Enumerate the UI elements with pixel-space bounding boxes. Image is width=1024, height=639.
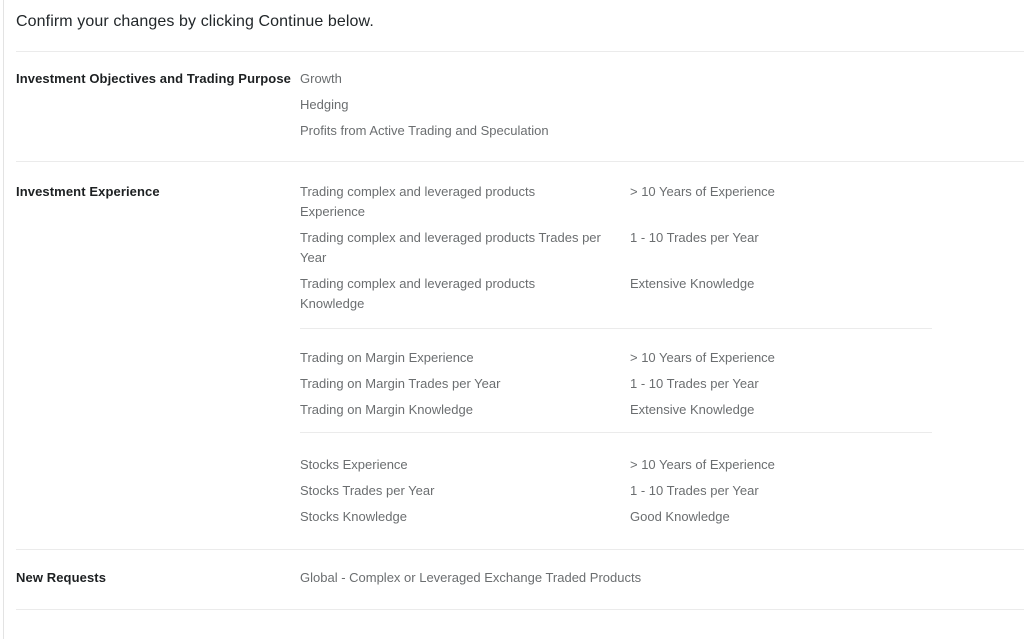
table-row	[300, 274, 1024, 314]
section-investment-experience	[16, 162, 1024, 549]
field-value: > 10 Years of Experience	[630, 457, 775, 472]
page-title: Confirm your changes by clicking Continue below.	[16, 13, 374, 30]
field-name: Stocks Experience	[300, 457, 408, 472]
field-value: 1 - 10 Trades per Year	[630, 483, 759, 498]
field-value: Good Knowledge	[630, 509, 730, 524]
section-label-new-requests: New Requests	[16, 570, 107, 585]
section-label-investment-objectives: Investment Objectives and Trading Purpose	[16, 71, 292, 86]
field-name: Trading on Margin Experience	[300, 350, 474, 365]
field-name: Stocks Knowledge	[300, 509, 407, 524]
table-row	[300, 455, 1024, 475]
field-value: 1 - 10 Trades per Year	[630, 230, 759, 245]
objective-item: Growth	[300, 71, 342, 86]
field-value: Extensive Knowledge	[630, 276, 755, 291]
section-label-investment-experience: Investment Experience	[16, 184, 160, 199]
panel-left-border	[3, 0, 4, 639]
new-requests-list	[300, 568, 1024, 588]
field-value: > 10 Years of Experience	[630, 350, 775, 365]
table-row	[300, 348, 1024, 368]
group-divider	[300, 328, 932, 329]
objective-item: Hedging	[300, 97, 349, 112]
field-name: Stocks Trades per Year	[300, 483, 435, 498]
table-row	[300, 507, 1024, 527]
field-name: Trading on Margin Knowledge	[300, 402, 473, 417]
section-divider	[16, 609, 1024, 610]
objectives-list	[300, 66, 1024, 144]
table-row	[300, 400, 1024, 420]
confirm-changes-page	[16, 0, 1024, 610]
experience-group-complex-products	[300, 182, 1024, 314]
field-name: Trading on Margin Trades per Year	[300, 376, 501, 391]
new-request-item: Global - Complex or Leveraged Exchange Traded Products	[300, 570, 642, 585]
field-name: Trading complex and leveraged products Trades per Year	[300, 230, 601, 265]
section-investment-objectives	[16, 52, 1024, 161]
experience-group-margin	[300, 348, 1024, 420]
group-divider	[300, 432, 932, 433]
section-new-requests	[16, 550, 1024, 609]
table-row	[300, 228, 1024, 268]
experience-groups	[300, 182, 1024, 533]
field-name: Trading complex and leveraged products Knowledge	[300, 276, 536, 311]
experience-group-stocks	[300, 455, 1024, 527]
field-name: Trading complex and leveraged products Experience	[300, 184, 536, 219]
field-value: > 10 Years of Experience	[630, 184, 775, 199]
table-row	[300, 182, 1024, 222]
field-value: 1 - 10 Trades per Year	[630, 376, 759, 391]
table-row	[300, 481, 1024, 501]
objective-item: Profits from Active Trading and Speculation	[300, 123, 549, 138]
table-row	[300, 374, 1024, 394]
field-value: Extensive Knowledge	[630, 402, 755, 417]
